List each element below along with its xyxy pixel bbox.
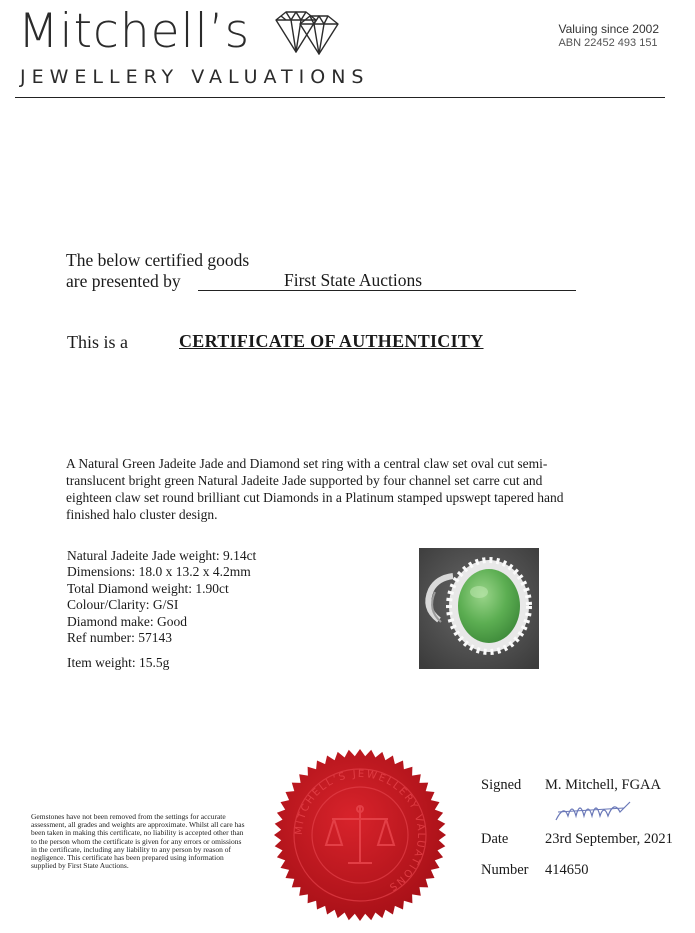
item-description: A Natural Green Jadeite Jade and Diamond set ring with a central claw set oval cut semi-translucent bright green Natural Jadeite Jade supported by four channel set carre cut and eighteen claw set round brilliant cut Diamonds in a Platinum stamped upswept tapered hand finished halo cluster design. bbox=[66, 456, 564, 522]
spec-jade-weight: Natural Jadeite Jade weight: 9.14ct bbox=[67, 548, 257, 563]
presented-by-label: are presented by bbox=[66, 271, 181, 291]
presented-by-value: First State Auctions bbox=[283, 270, 423, 290]
intro-line: The below certified goods bbox=[66, 250, 250, 270]
item-weight: Item weight: 15.5g bbox=[67, 655, 170, 670]
intro-block bbox=[66, 250, 423, 292]
presented-by-line bbox=[66, 270, 423, 292]
spec-diamond-weight: Total Diamond weight: 1.90ct bbox=[67, 580, 229, 596]
date-value: 23rd September, 2021 bbox=[545, 831, 673, 847]
spec-colour-clarity: Colour/Clarity: G/SI bbox=[67, 597, 179, 613]
diamond-icon bbox=[270, 10, 346, 61]
wax-seal bbox=[270, 745, 450, 930]
spec-diamond-make: Diamond make: Good bbox=[67, 613, 187, 629]
certificate-number: 414650 bbox=[545, 862, 589, 878]
abn-number: ABN 22452 493 151 bbox=[558, 37, 658, 49]
date-label: Date bbox=[481, 831, 509, 847]
signed-value: M. Mitchell, FGAA bbox=[545, 777, 661, 793]
presented-by-field bbox=[198, 270, 576, 291]
spec-dimensions: Dimensions: 18.0 x 13.2 x 4.2mm bbox=[67, 564, 251, 580]
tagline: Valuing since 2002 bbox=[558, 22, 659, 36]
header-divider bbox=[15, 97, 665, 98]
handwritten-signature bbox=[554, 798, 634, 829]
signed-label: Signed bbox=[481, 777, 522, 793]
spec-ref-number: Ref number: 57143 bbox=[67, 630, 172, 646]
header-contact bbox=[558, 22, 659, 49]
disclaimer-text: Gemstones have not been removed from the settings for accurate assessment, all grades and weights are approximate. Whilst all care has been taken in making this certificate, no liability is accepted other than to the person whom the certificate is given for any errors or omissions in the certificate, including any liability to any person by reason of negligence. This certificate has been prepared using information supplied by First State Auctions. bbox=[31, 812, 245, 871]
certificate-title: CERTIFICATE OF AUTHENTICITY bbox=[179, 331, 484, 351]
number-label: Number bbox=[481, 862, 529, 878]
brand-subtitle: JEWELLERY VALUATIONS bbox=[20, 66, 370, 88]
certificate-prefix: This is a bbox=[67, 332, 128, 352]
brand-name: Mitchell’s bbox=[18, 4, 251, 59]
seal-ring-text: MITCHELL’S JEWELLERY VALUATIONS bbox=[293, 768, 427, 894]
ring-photo bbox=[419, 548, 539, 669]
spec-list bbox=[67, 548, 256, 646]
